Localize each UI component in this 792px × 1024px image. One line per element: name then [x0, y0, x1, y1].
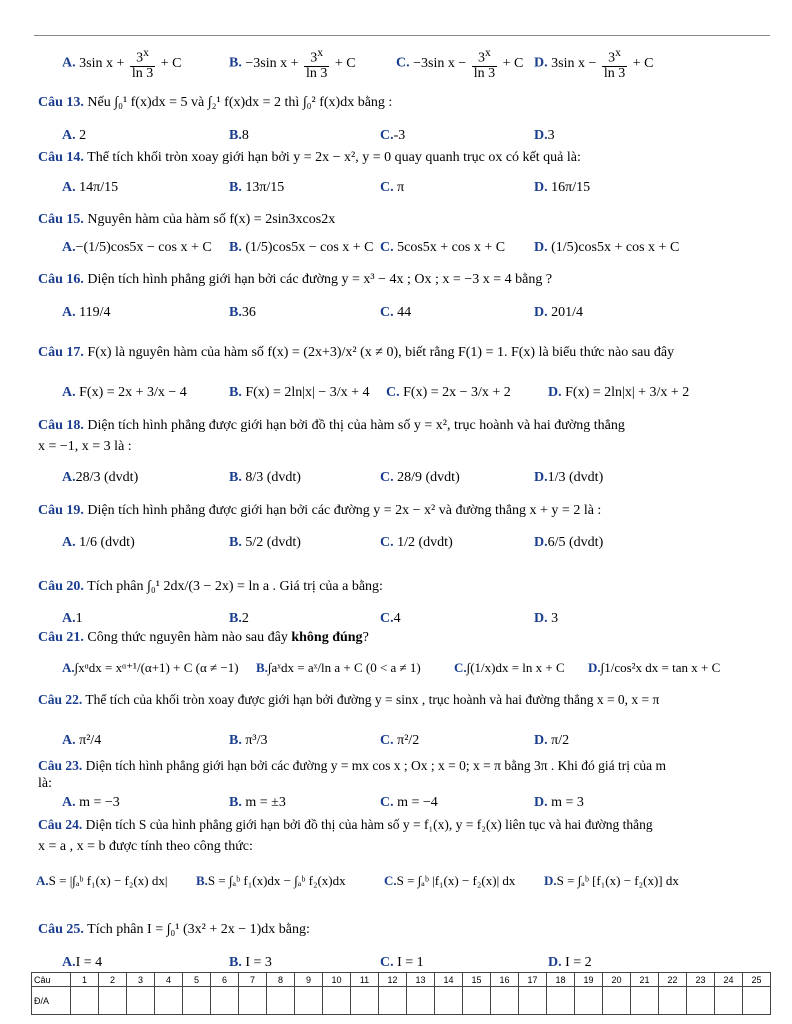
question-text-cont: x = −1, x = 3 là : [38, 439, 132, 454]
answer-table-number: 20 [603, 973, 631, 987]
question-emphasis: không đúng [291, 630, 363, 645]
question-13 [0, 95, 792, 117]
option-c: 44 [397, 305, 412, 320]
answer-table-row-label: Câu [32, 973, 71, 987]
question-21 [0, 630, 792, 652]
option-b: 13π/15 [245, 180, 285, 195]
question-label: Câu 25. [38, 922, 84, 937]
option-c: I = 1 [397, 955, 424, 970]
option-c: 1/2 (dvdt) [397, 535, 453, 550]
option-c: m = −4 [397, 795, 438, 810]
question-label: Câu 20. [38, 579, 84, 594]
q17-options: A. F(x) = 2x + 3/x − 4 B. F(x) = 2ln|x| − 3/x + 4 C. F(x) = 2x − 3/x + 2 D. F(x) = 2ln|x| + 3/x + 2 [62, 385, 690, 400]
option-b: π³/3 [245, 733, 268, 748]
option-c: π²/2 [397, 733, 420, 748]
option-d: S = ∫ₐᵇ [f₁(x) − f₂(x)] dx [556, 873, 679, 888]
option-b: m = ±3 [245, 795, 286, 810]
question-label: Câu 18. [38, 418, 84, 433]
answer-cell[interactable] [547, 987, 575, 1015]
answer-cell[interactable] [155, 987, 183, 1015]
answer-table-number: 5 [183, 973, 211, 987]
answer-table-number: 14 [435, 973, 463, 987]
answer-cell[interactable] [295, 987, 323, 1015]
question-text: Diện tích hình phẳng được giới hạn bởi các đường y = 2x − x² và đường thẳng x + y = 2 là : [87, 503, 602, 518]
option-a: −(1/5)cos5x − cos x + C [75, 240, 212, 255]
answer-cell[interactable] [491, 987, 519, 1015]
q25-options: A.I = 4 B. I = 3 C. I = 1 D. I = 2 [62, 955, 592, 970]
q24-options: A.S = |∫ₐᵇ f₁(x) − f₂(x) dx| B.S = ∫ₐᵇ f₁(x)dx − ∫ₐᵇ f₂(x)dx C.S = ∫ₐᵇ |f₁(x) − f₂(x)| dx D.S = ∫ₐᵇ [f₁(x) − f₂(x)] dx [36, 873, 679, 888]
q23-options: A. m = −3 B. m = ±3 C. m = −4 D. m = 3 [62, 795, 584, 810]
answer-cell[interactable] [267, 987, 295, 1015]
answer-table-number: 1 [71, 973, 99, 987]
option-d: 1/3 (dvdt) [547, 470, 604, 485]
option-a: I = 4 [75, 955, 103, 970]
option-d: 3 [547, 128, 555, 143]
answer-cell[interactable] [183, 987, 211, 1015]
q12-option-a: A. 3sin x + $\frac{3^x}{\ln 3}$ + C [62, 46, 182, 81]
answer-table-number: 10 [323, 973, 351, 987]
option-c: -3 [393, 128, 406, 143]
option-d: (1/5)cos5x + cos x + C [551, 240, 680, 255]
option-a: π²/4 [79, 733, 102, 748]
answer-table-number: 25 [743, 973, 771, 987]
option-d: ∫1/cos²x dx = tan x + C [600, 660, 721, 675]
question-22 [0, 692, 792, 714]
answer-cell[interactable] [575, 987, 603, 1015]
question-text-end: ? [362, 630, 369, 645]
option-d: π/2 [551, 733, 570, 748]
option-a: 1/6 (dvdt) [79, 535, 135, 550]
option-a: 2 [79, 128, 87, 143]
question-label: Câu 23. [38, 758, 83, 773]
q12-options [0, 46, 792, 81]
option-b: F(x) = 2ln|x| − 3/x + 4 [245, 385, 370, 400]
q12-option-b: B. −3sin x + $\frac{3^x}{\ln 3}$ + C [229, 46, 356, 81]
q18-options: A.28/3 (dvdt) B. 8/3 (dvdt) C. 28/9 (dvdt) D.1/3 (dvdt) [62, 470, 604, 485]
question-16 [0, 272, 792, 294]
answer-cell[interactable] [379, 987, 407, 1015]
question-14 [0, 150, 792, 172]
option-b: I = 3 [245, 955, 272, 970]
answer-table-number: 22 [659, 973, 687, 987]
answer-table-row-label: Đ/A [32, 987, 71, 1015]
question-text: Tích phân ∫₀¹ 2dx/(3 − 2x) = ln a . Giá trị của a bằng: [87, 579, 383, 594]
option-a: S = |∫ₐᵇ f₁(x) − f₂(x) dx| [48, 873, 168, 888]
option-b: (1/5)cos5x − cos x + C [245, 240, 374, 255]
option-d: 16π/15 [551, 180, 591, 195]
answer-cell[interactable] [211, 987, 239, 1015]
question-label: Câu 14. [38, 150, 84, 165]
option-b: 2 [241, 611, 249, 626]
question-19 [0, 503, 792, 525]
answer-table-number: 15 [463, 973, 491, 987]
question-label: Câu 17. [38, 345, 84, 360]
question-label: Câu 22. [38, 692, 83, 707]
question-label: Câu 13. [38, 95, 84, 110]
question-17 [0, 345, 792, 367]
answer-cell[interactable] [631, 987, 659, 1015]
answer-cell[interactable] [603, 987, 631, 1015]
option-b: ∫aˣdx = aˣ/ln a + C (0 < a ≠ 1) [267, 660, 421, 675]
question-label: Câu 19. [38, 503, 84, 518]
question-18 [0, 418, 792, 440]
answer-table-answer-row [32, 987, 771, 1015]
q20-options: A.1 B.2 C.4 D. 3 [62, 611, 559, 626]
answer-cell[interactable] [127, 987, 155, 1015]
q15-options: A.−(1/5)cos5x − cos x + C B. (1/5)cos5x − cos x + C C. 5cos5x + cos x + C D. (1/5)cos5x + cos x + C [62, 240, 680, 255]
question-text: Thể tích của khối tròn xoay được giới hạn bởi đường y = sinx , trục hoành và hai đường thẳng x = 0, x = π [85, 692, 660, 707]
option-a: m = −3 [79, 795, 120, 810]
answer-table-number: 8 [267, 973, 295, 987]
answer-table [31, 972, 771, 1015]
option-a: 14π/15 [79, 180, 119, 195]
question-15 [0, 212, 792, 234]
q21-options: A.∫xᵅdx = xᵅ⁺¹/(α+1) + C (α ≠ −1) B.∫aˣdx = aˣ/ln a + C (0 < a ≠ 1) C.∫(1/x)dx = ln x + C D.∫1/cos²x dx = tan x + C [62, 660, 721, 675]
answer-cell[interactable] [351, 987, 379, 1015]
answer-table-number: 3 [127, 973, 155, 987]
answer-table-number: 7 [239, 973, 267, 987]
question-text: Thể tích khối tròn xoay giới hạn bởi y = 2x − x², y = 0 quay quanh trục ox có kết quả là: [87, 150, 581, 165]
answer-cell[interactable] [715, 987, 743, 1015]
option-b: 36 [241, 305, 256, 320]
q12-option-d: D. 3sin x − $\frac{3^x}{\ln 3}$ + C [534, 46, 654, 81]
question-label: Câu 16. [38, 272, 84, 287]
answer-table-number: 16 [491, 973, 519, 987]
answer-table-number: 24 [715, 973, 743, 987]
question-20 [0, 579, 792, 601]
question-text: Nếu ∫₀¹ f(x)dx = 5 và ∫₂¹ f(x)dx = 2 thì ∫₀² f(x)dx bằng : [87, 95, 393, 110]
answer-cell[interactable] [463, 987, 491, 1015]
option-b: 8/3 (dvdt) [245, 470, 301, 485]
option-a: F(x) = 2x + 3/x − 4 [79, 385, 187, 400]
q19-options: A. 1/6 (dvdt) B. 5/2 (dvdt) C. 1/2 (dvdt) D.6/5 (dvdt) [62, 535, 604, 550]
question-text: Tích phân I = ∫₀¹ (3x² + 2x − 1)dx bằng: [87, 922, 310, 937]
question-18-cont [0, 439, 792, 461]
question-24 [0, 817, 792, 839]
question-25 [0, 922, 792, 944]
option-a: 1 [75, 611, 83, 626]
answer-table-number: 23 [687, 973, 715, 987]
answer-cell[interactable] [519, 987, 547, 1015]
option-a: 119/4 [79, 305, 111, 320]
answer-cell[interactable] [743, 987, 771, 1015]
answer-cell[interactable] [435, 987, 463, 1015]
option-d: 201/4 [551, 305, 584, 320]
answer-cell[interactable] [659, 987, 687, 1015]
answer-table-number: 4 [155, 973, 183, 987]
question-text-cont: x = a , x = b được tính theo công thức: [38, 839, 253, 854]
question-text: Diện tích hình phẳng được giới hạn bởi đồ thị của hàm số y = x², trục hoành và hai đường thẳng [87, 418, 625, 433]
option-c: S = ∫ₐᵇ |f₁(x) − f₂(x)| dx [396, 873, 516, 888]
question-text: F(x) là nguyên hàm của hàm số f(x) = (2x+3)/x² (x ≠ 0), biết rằng F(1) = 1. F(x) là biểu thức nào sau đây [87, 345, 675, 360]
question-text: Diện tích hình phẳng giới hạn bởi các đường y = x³ − 4x ; Ox ; x = −3 x = 4 bằng ? [87, 272, 553, 287]
answer-table-number: 18 [547, 973, 575, 987]
option-c: F(x) = 2x − 3/x + 2 [403, 385, 511, 400]
answer-table-number: 19 [575, 973, 603, 987]
answer-cell[interactable] [99, 987, 127, 1015]
answer-table-number: 11 [351, 973, 379, 987]
question-text: Công thức nguyên hàm nào sau đây [87, 630, 288, 645]
q14-options: A. 14π/15 B. 13π/15 C. π D. 16π/15 [62, 180, 591, 195]
option-c: π [397, 180, 405, 195]
option-d: m = 3 [551, 795, 584, 810]
option-d: 3 [551, 611, 559, 626]
option-d: F(x) = 2ln|x| + 3/x + 2 [565, 385, 690, 400]
answer-table-number: 12 [379, 973, 407, 987]
answer-cell[interactable] [407, 987, 435, 1015]
question-label: Câu 21. [38, 630, 84, 645]
answer-table-number: 17 [519, 973, 547, 987]
q22-options: A. π²/4 B. π³/3 C. π²/2 D. π/2 [62, 733, 570, 748]
option-c: 28/9 (dvdt) [397, 470, 460, 485]
header-rule [34, 35, 770, 36]
option-a: ∫xᵅdx = xᵅ⁺¹/(α+1) + C (α ≠ −1) [74, 660, 239, 675]
q13-options: A. 2 B.8 C.-3 D.3 [62, 128, 555, 143]
option-d: 6/5 (dvdt) [547, 535, 604, 550]
option-b: S = ∫ₐᵇ f₁(x)dx − ∫ₐᵇ f₂(x)dx [207, 873, 346, 888]
option-b: 5/2 (dvdt) [245, 535, 301, 550]
option-d: I = 2 [565, 955, 592, 970]
answer-cell[interactable] [239, 987, 267, 1015]
option-c: 4 [393, 611, 401, 626]
answer-table-number: 2 [99, 973, 127, 987]
question-24-cont [0, 839, 792, 861]
option-b: 8 [241, 128, 249, 143]
q12-option-c: C. −3sin x − $\frac{3^x}{\ln 3}$ + C [396, 46, 524, 81]
answer-cell[interactable] [71, 987, 99, 1015]
q16-options: A. 119/4 B.36 C. 44 D. 201/4 [62, 305, 584, 320]
answer-table-number: 21 [631, 973, 659, 987]
answer-cell[interactable] [687, 987, 715, 1015]
answer-table-number: 6 [211, 973, 239, 987]
answer-table-number: 9 [295, 973, 323, 987]
option-c: ∫(1/x)dx = ln x + C [466, 660, 565, 675]
question-label: Câu 24. [38, 817, 83, 832]
answer-cell[interactable] [323, 987, 351, 1015]
question-text-cont: là: [38, 776, 52, 791]
answer-table-number: 13 [407, 973, 435, 987]
answer-table-header-row [32, 973, 771, 987]
question-text: Diện tích S của hình phẳng giới hạn bởi đồ thị của hàm số y = f₁(x), y = f₂(x) liên tục và hai đường thẳng [85, 817, 653, 832]
question-text: Nguyên hàm của hàm số f(x) = 2sin3xcos2x [87, 212, 336, 227]
question-label: Câu 15. [38, 212, 84, 227]
question-text: Diện tích hình phẳng giới hạn bởi các đường y = mx cos x ; Ox ; x = 0; x = π bằng 3π . Khi đó giá trị của m [85, 758, 667, 773]
option-c: 5cos5x + cos x + C [397, 240, 506, 255]
option-a: 28/3 (dvdt) [75, 470, 139, 485]
